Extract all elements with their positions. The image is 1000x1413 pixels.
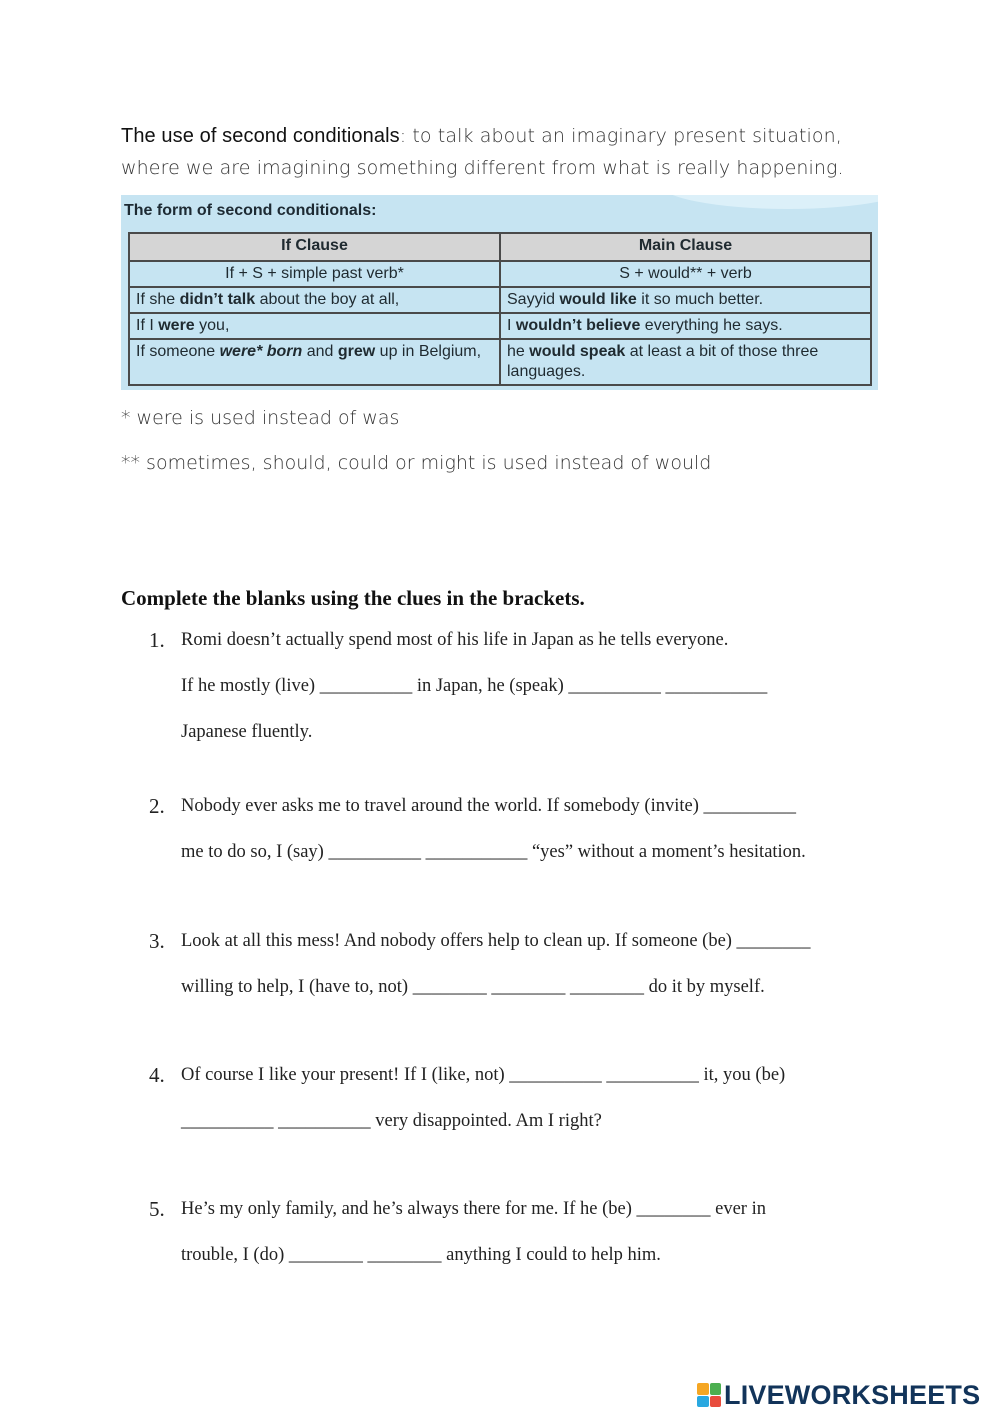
intro-lead: The use of second conditionals <box>121 125 400 147</box>
exercise-heading: Complete the blanks using the clues in the brackets. <box>121 586 585 610</box>
table-row <box>129 313 871 339</box>
item-text <box>181 918 889 1010</box>
bold-text: would speak <box>529 343 626 360</box>
item-text <box>181 783 889 875</box>
panel-title: The form of second conditionals: <box>124 202 377 219</box>
text-line: __________ __________ very disappointed. Am I right? <box>181 1111 602 1131</box>
logo-square <box>710 1383 722 1395</box>
form-table <box>128 232 872 386</box>
example-main-cell <box>500 287 871 313</box>
exercise-item-4 <box>149 1052 889 1144</box>
example-main-cell <box>500 339 871 385</box>
item-number: 1. <box>149 628 165 652</box>
panel-decoration <box>658 195 878 209</box>
text-segment: up in Belgium, <box>375 343 482 360</box>
item-number: 5. <box>149 1197 165 1221</box>
header-if-clause: If Clause <box>129 233 500 261</box>
text-line: me to do so, I (say) __________ ___________ “yes” without a moment’s hesitation. <box>181 842 806 862</box>
item-text <box>181 1186 889 1278</box>
table-header-row <box>129 233 871 261</box>
text-line: Look at all this mess! And nobody offers help to clean up. If someone (be) ________ <box>181 931 811 951</box>
logo-square <box>697 1383 709 1395</box>
item-text <box>181 1052 889 1144</box>
example-main-cell <box>500 313 871 339</box>
table-formula-row <box>129 261 871 287</box>
logo-square <box>710 1396 722 1408</box>
logo-text: LIVEWORKSHEETS <box>724 1379 981 1410</box>
item-text <box>181 617 889 755</box>
text-line: Japanese fluently. <box>181 722 313 742</box>
text-segment: it so much better. <box>636 291 764 308</box>
text-segment: you, <box>194 317 230 334</box>
text-segment: If someone <box>136 343 220 360</box>
logo-mark-icon <box>697 1383 721 1407</box>
text-line: trouble, I (do) ________ ________ anything I could to help him. <box>181 1245 661 1265</box>
logo-square <box>697 1396 709 1408</box>
item-number: 2. <box>149 794 165 818</box>
text-segment: Sayyid <box>507 291 560 308</box>
exercise-item-1 <box>149 617 889 755</box>
exercise-item-2 <box>149 783 889 875</box>
text-segment: at least a bit of those three languages. <box>507 343 819 380</box>
example-if-cell <box>129 339 500 385</box>
text-line: Romi doesn’t actually spend most of his life in Japan as he tells everyone. <box>181 630 729 650</box>
text-line: willing to help, I (have to, not) ________ ________ ________ do it by myself. <box>181 977 765 997</box>
intro-rest: : to talk about an imaginary present situation, where we are imagining something different from what is really happening. <box>121 125 844 179</box>
text-segment: and <box>302 343 338 360</box>
form-panel <box>121 195 878 390</box>
intro-paragraph <box>121 120 881 184</box>
text-line: Of course I like your present! If I (like, not) __________ __________ it, you (be) <box>181 1065 786 1085</box>
bold-text: were <box>158 317 195 334</box>
table-row <box>129 287 871 313</box>
text-segment: everything he says. <box>640 317 783 334</box>
text-line: He’s my only family, and he’s always there for me. If he (be) ________ ever in <box>181 1199 766 1219</box>
table-row <box>129 339 871 385</box>
text-segment: If I <box>136 317 159 334</box>
example-if-cell <box>129 287 500 313</box>
item-number: 3. <box>149 929 165 953</box>
text-line: Nobody ever asks me to travel around the world. If somebody (invite) __________ <box>181 796 796 816</box>
text-segment: I <box>507 317 516 334</box>
bold-text: grew <box>337 343 376 360</box>
example-if-cell <box>129 313 500 339</box>
bold-text: would like <box>559 291 637 308</box>
header-main-clause: Main Clause <box>500 233 871 261</box>
text-segment: he <box>507 343 530 360</box>
exercise-item-3 <box>149 918 889 1010</box>
exercise-item-5 <box>149 1186 889 1278</box>
text-segment: If she <box>136 291 180 308</box>
bold-text: didn’t talk <box>179 291 256 308</box>
formula-main: S + would** + verb <box>500 261 871 287</box>
liveworksheets-logo[interactable] <box>697 1380 980 1410</box>
text-line: If he mostly (live) __________ in Japan, he (speak) __________ ___________ <box>181 676 768 696</box>
bold-text: wouldn’t believe <box>515 317 641 334</box>
note-would: ** sometimes, should, could or might is used instead of would <box>121 452 712 474</box>
text-segment: about the boy at all, <box>255 291 400 308</box>
bold-text: were* born <box>219 343 303 360</box>
note-were: * were is used instead of was <box>121 407 400 429</box>
formula-if: If + S + simple past verb* <box>129 261 500 287</box>
item-number: 4. <box>149 1063 165 1087</box>
